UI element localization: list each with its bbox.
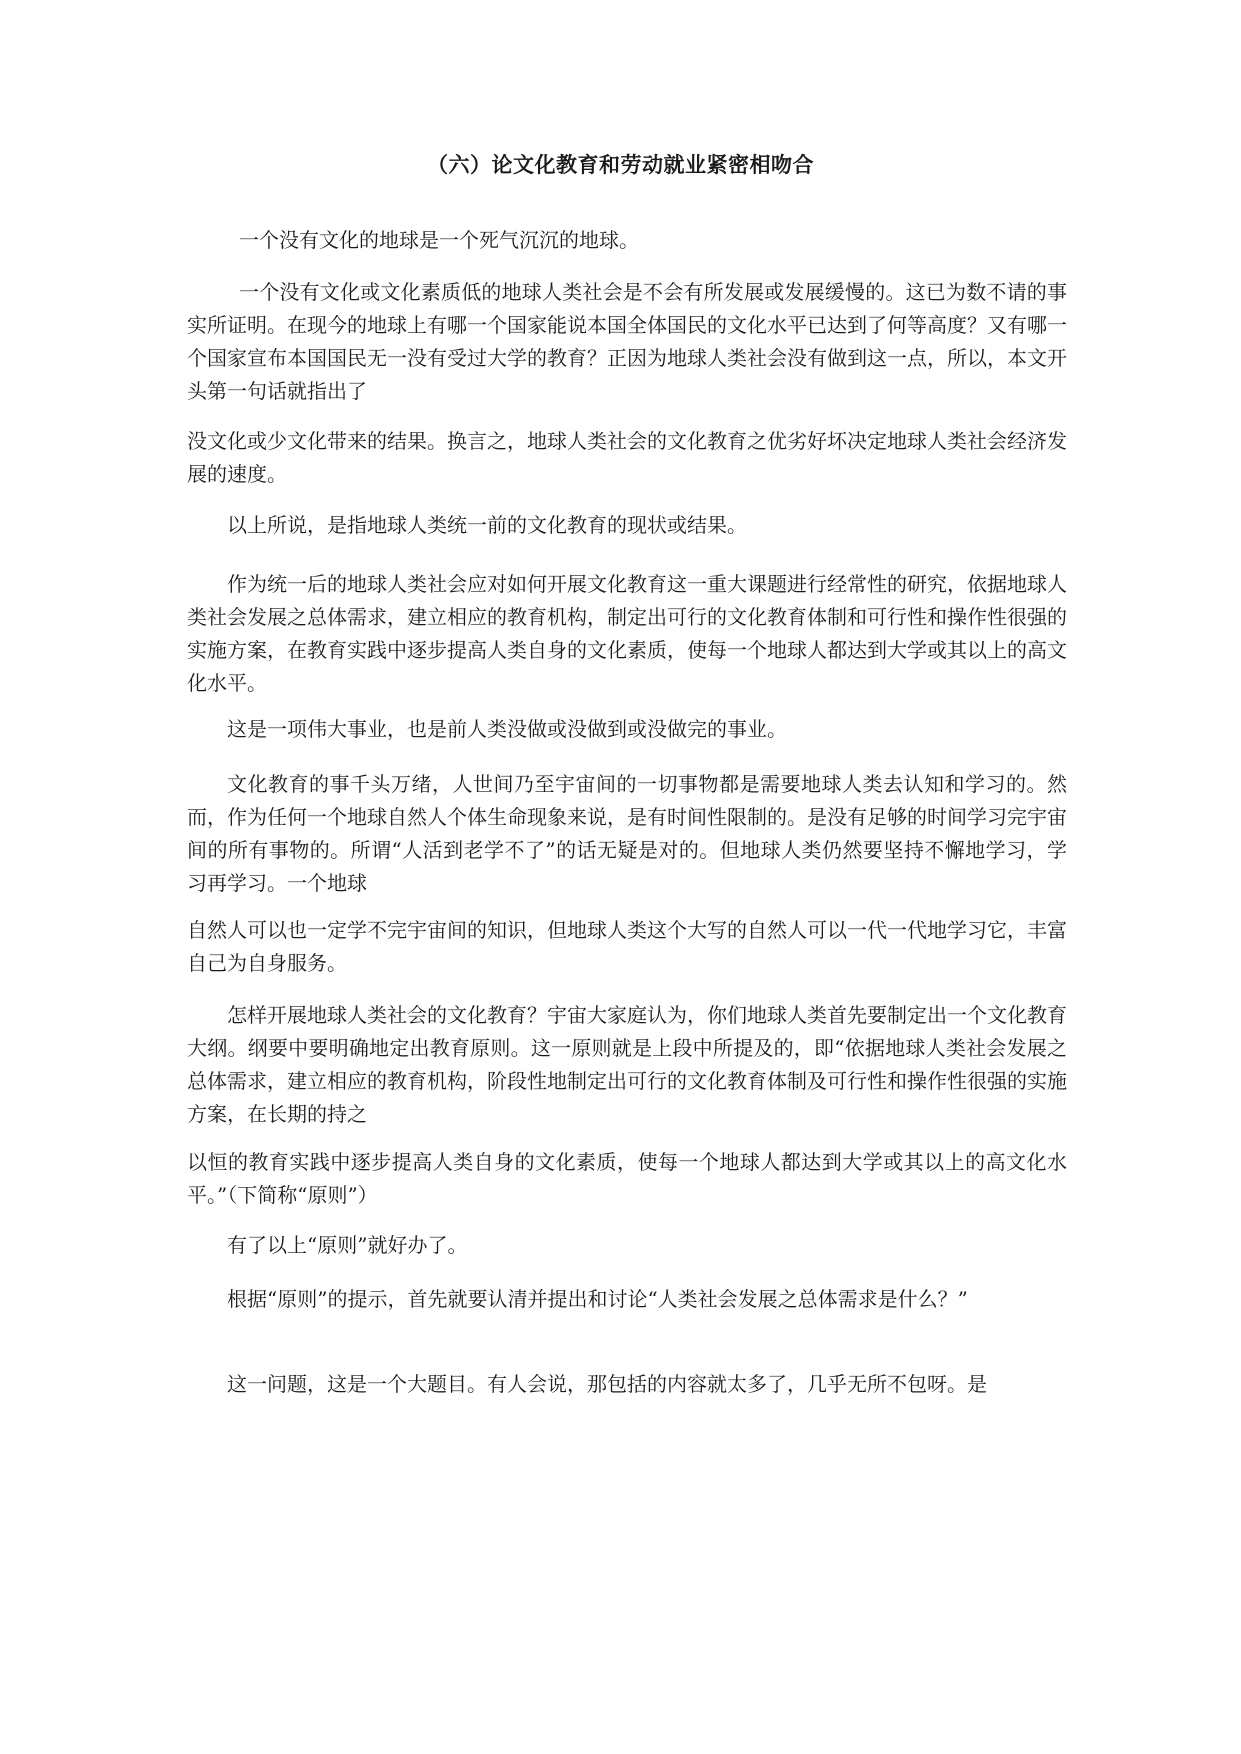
paragraph-6: 这是一项伟大事业，也是前人类没做或没做到或没做完的事业。	[227, 717, 787, 741]
paragraph-1: 一个没有文化的地球是一个死气沉沉的地球。	[239, 228, 639, 252]
document-title: （六）论文化教育和劳动就业紧密相吻合	[427, 152, 814, 177]
paragraph-7: 文化教育的事千头万绪，人世间乃至宇宙间的一切事物都是需要地球人类去认知和学习的。然而，作为任何一个地球自然人个体生命现象来说，是有时间性限制的。是没有足够的时间学习完宇宙间的所有事物的。所谓“人活到老学不了”的话无疑是对的。但地球人类仍然要坚持不懈地学习，学习再学习。一个地球	[187, 772, 1067, 895]
paragraph-12: 根据“原则”的提示，首先就要认清并提出和讨论“人类社会发展之总体需求是什么？”	[227, 1287, 968, 1311]
paragraph-5: 作为统一后的地球人类社会应对如何开展文化教育这一重大课题进行经常性的研究，依据地球人类社会发展之总体需求，建立相应的教育机构，制定出可行的文化教育体制和可行性和操作性很强的实施方案，在教育实践中逐步提高人类自身的文化素质，使每一个地球人都达到大学或其以上的高文化水平。	[187, 572, 1067, 695]
paragraph-3: 没文化或少文化带来的结果。换言之，地球人类社会的文化教育之优劣好坏决定地球人类社会经济发展的速度。	[187, 429, 1067, 486]
paragraph-4: 以上所说，是指地球人类统一前的文化教育的现状或结果。	[227, 513, 747, 537]
paragraph-13: 这一问题，这是一个大题目。有人会说，那包括的内容就太多了，几乎无所不包呀。是	[227, 1372, 987, 1396]
paragraph-11: 有了以上“原则”就好办了。	[227, 1233, 468, 1257]
paragraph-2: 一个没有文化或文化素质低的地球人类社会是不会有所发展或发展缓慢的。这已为数不请的事实所证明。在现今的地球上有哪一个国家能说本国全体国民的文化水平已达到了何等高度？又有哪一个国家宣布本国国民无一没有受过大学的教育？正因为地球人类社会没有做到这一点，所以，本文开头第一句话就指出了	[187, 280, 1067, 403]
paragraph-9: 怎样开展地球人类社会的文化教育？宇宙大家庭认为，你们地球人类首先要制定出一个文化教育大纲。纲要中要明确地定出教育原则。这一原则就是上段中所提及的，即“依据地球人类社会发展之总体需求，建立相应的教育机构，阶段性地制定出可行的文化教育体制及可行性和操作性很强的实施方案，在长期的持之	[187, 1003, 1067, 1126]
paragraph-8: 自然人可以也一定学不完宇宙间的知识，但地球人类这个大写的自然人可以一代一代地学习它，丰富自己为自身服务。	[187, 918, 1067, 975]
paragraph-10: 以恒的教育实践中逐步提高人类自身的文化素质，使每一个地球人都达到大学或其以上的高文化水平。”（下简称“原则”）	[187, 1150, 1067, 1207]
